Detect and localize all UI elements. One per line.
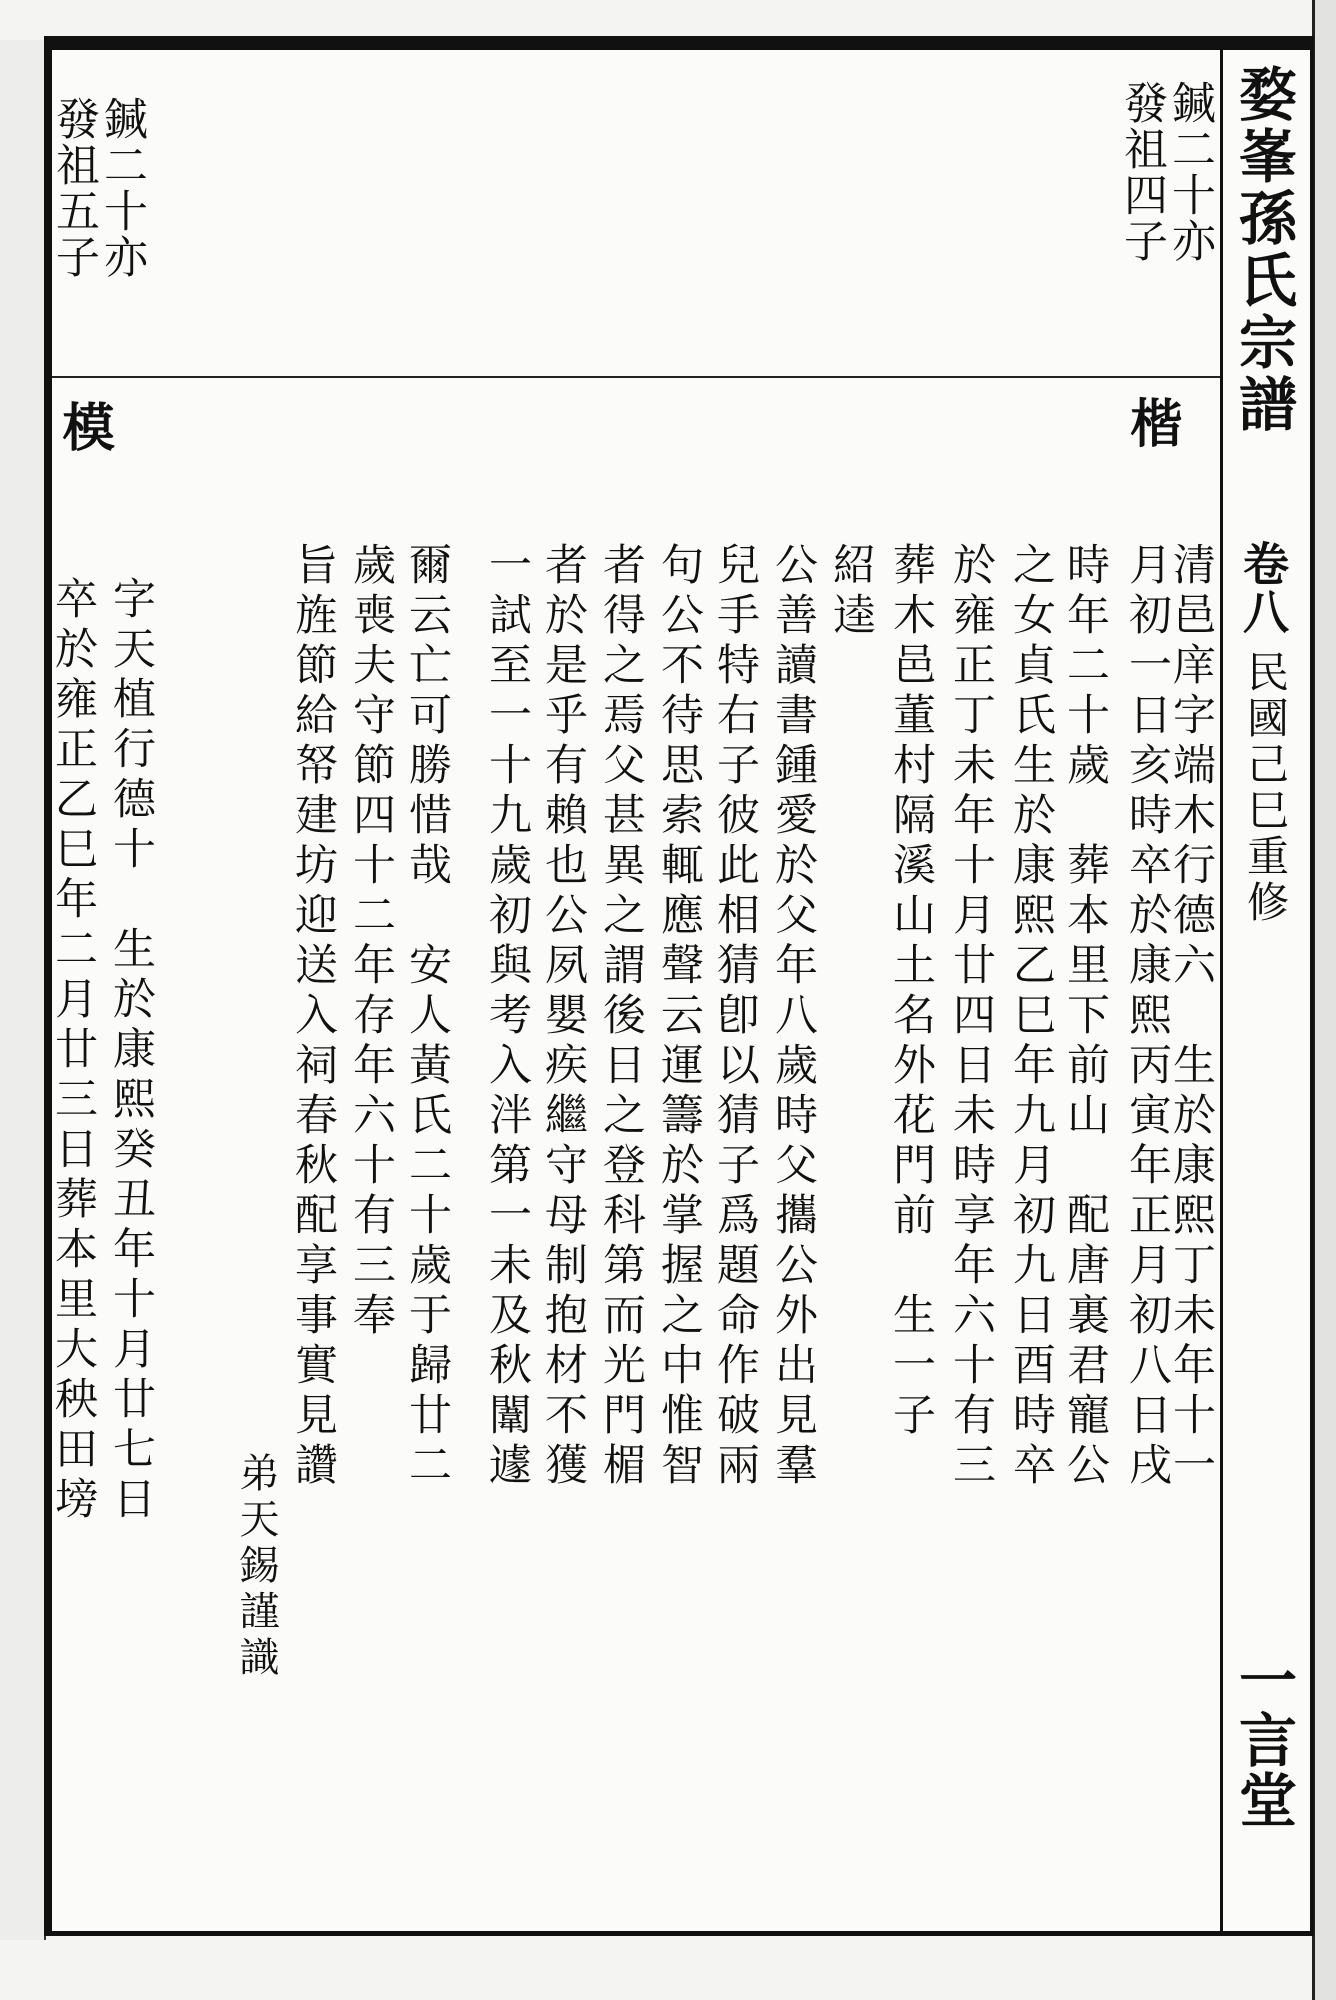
person-name-left: 模 bbox=[53, 400, 114, 454]
biography-column: 公善讀書鍾愛於父年八歲時父攜公外出見羣 bbox=[768, 542, 818, 1492]
biography-column: 於雍正丁未年十月廿四日未時享年六十有三 bbox=[946, 542, 996, 1492]
biography-column: 句公不待思索輒應聲云運籌於掌握之中惟智 bbox=[654, 542, 704, 1492]
person-name-right: 楷 bbox=[1121, 396, 1182, 450]
biography-column: 時年二十歲 葬本里下前山 配唐裏君寵公 bbox=[1060, 542, 1110, 1492]
spine-edition: 民國己巳重修 bbox=[1241, 650, 1290, 926]
biography-column: 之女貞氏生於康熙乙巳年九月初九日酉時卒 bbox=[1006, 542, 1056, 1492]
spine-volume: 卷八 bbox=[1236, 540, 1290, 636]
adjacent-page-edge bbox=[0, 40, 46, 1940]
father-label-left: 發祖五子 bbox=[48, 96, 99, 280]
biography-column: 月初一日亥時卒於康熙丙寅年正月初八日戌 bbox=[1122, 542, 1172, 1492]
spine-column bbox=[1220, 50, 1306, 1932]
biography-column: 歲喪夫守節四十二年存年六十有三奉 bbox=[346, 542, 396, 1342]
biography-column: 葬木邑董村隔溪山土名外花門前 生一子 bbox=[886, 542, 936, 1442]
generation-label-right: 鍼二十亦 bbox=[1164, 80, 1215, 264]
biography-column: 清邑庠字端木行德六 生於康熙丁未年十一 bbox=[1166, 542, 1216, 1492]
biography-column: 旨旌節給帑建坊迎送入祠春秋配享事實見讚 bbox=[288, 542, 338, 1492]
biography-column: 者得之焉父甚異之謂後日之登科第而光門楣 bbox=[596, 542, 646, 1492]
father-label-right: 發祖四子 bbox=[1116, 80, 1167, 264]
biography-column: 卒於雍正乙巳年二月廿三日葬本里大秧田塝 bbox=[48, 576, 98, 1526]
signature: 弟天錫謹識 bbox=[233, 1452, 279, 1682]
biography-column: 爾云亡可勝惜哉 安人黃氏二十歲于歸廿二 bbox=[402, 542, 452, 1492]
biography-column: 紹逵 bbox=[826, 542, 876, 642]
spine-title: 婺峯孫氏宗譜 bbox=[1229, 64, 1297, 436]
generation-label-left: 鍼二十亦 bbox=[96, 96, 147, 280]
spine-hall-name: 一言堂 bbox=[1229, 1650, 1297, 1830]
biography-column: 一試至一十九歲初與考入泮第一未及秋闈遽 bbox=[482, 542, 532, 1492]
biography-column: 兒手特右子彼此相猜卽以猜子爲題命作破兩 bbox=[710, 542, 760, 1492]
header-divider-line bbox=[52, 376, 1220, 378]
page-fold-edge bbox=[1312, 0, 1336, 2000]
biography-column: 者於是乎有賴也公夙嬰疾繼守母制抱材不獲 bbox=[538, 542, 588, 1492]
biography-column: 字天植行德十 生於康熙癸丑年十月廿七日 bbox=[106, 576, 156, 1526]
